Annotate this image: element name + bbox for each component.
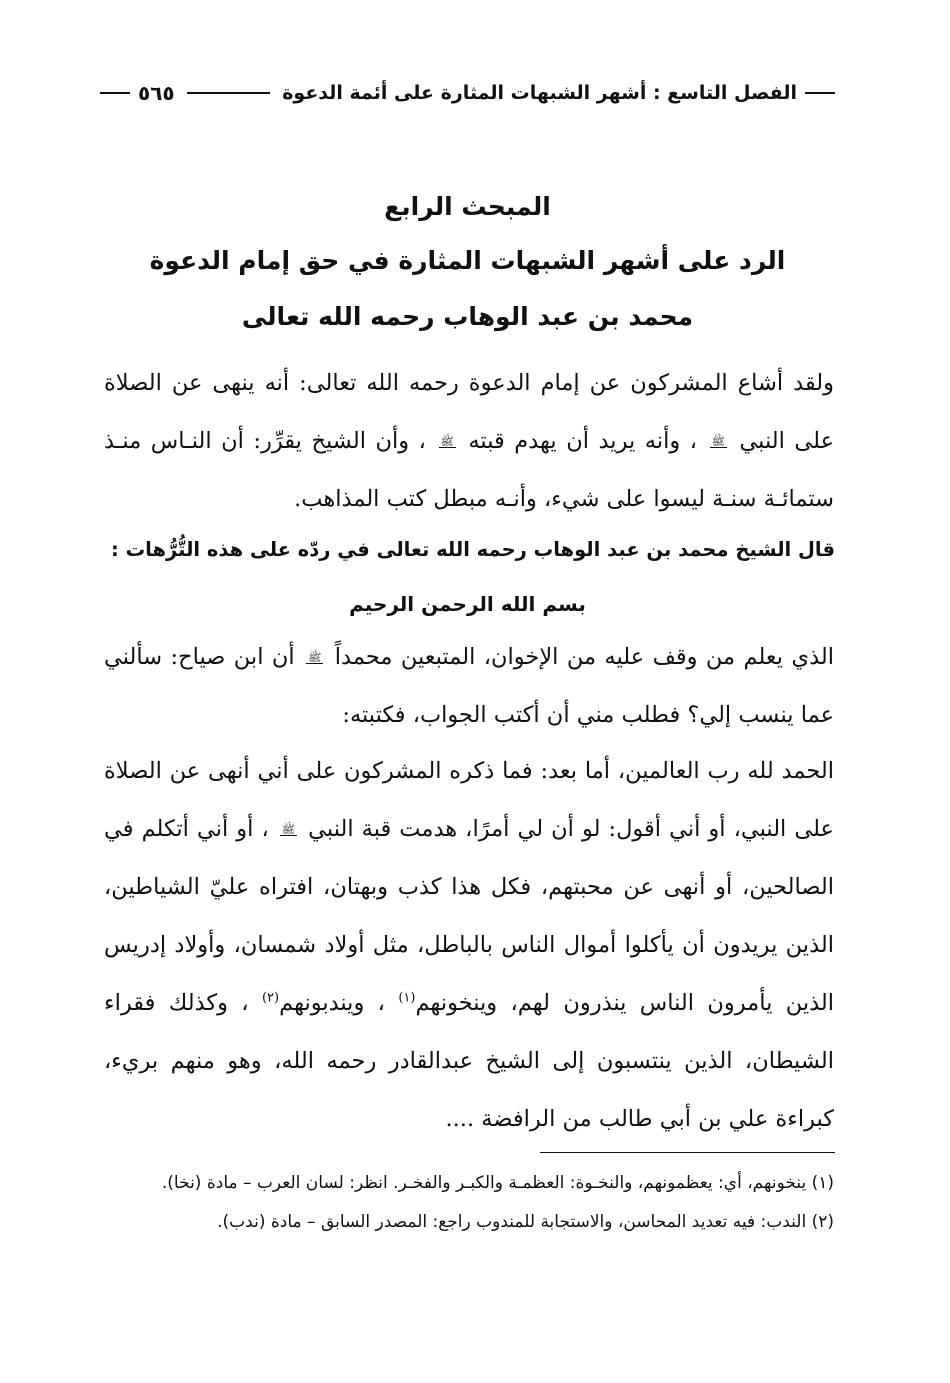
letter-paragraph-2	[104, 742, 862, 1148]
running-header-title: الفصل التاسع : أشهر الشبهات المثارة على أئمة الدعوة	[282, 82, 797, 104]
honorific-glyph: ﷺ	[711, 435, 725, 448]
intro-paragraph	[104, 354, 862, 528]
letter1-text-1: الذي يعلم من وقف عليه من الإخوان، المتبعين محمداً	[334, 644, 834, 670]
letter2-text-4: ، وكذلك فقراء الشيطان، الذين ينتسبون إلى الشيخ عبدالقادر رحمه الله، وهو منهم بريء، كبراءة علي بن أبي طالب من الرافضة ....	[104, 990, 834, 1132]
footnote-1: (١) ينخونهم، أي: يعظمونهم، والنخـوة: العظمـة والكبـر والفخـر. انظر: لسان العرب – مادة (نخا).	[161, 1173, 834, 1193]
honorific-glyph: ﷺ	[308, 651, 322, 664]
header-rule	[187, 92, 271, 94]
letter-paragraph-1	[104, 628, 862, 744]
section-heading: المبحث الرابع	[384, 192, 551, 221]
footnotes	[104, 1166, 834, 1244]
basmala: بسم الله الرحمن الرحيم	[349, 592, 586, 616]
intro-text-3: ، وأن الشيخ يقرِّر: أن النـاس منـذ ستمائـة سنـة ليسوا على شيء، وأنـه مبطل كتب المذاهب.	[104, 428, 834, 512]
intro-text-1: ولقد أشاع المشركون عن إمام الدعوة رحمه الله تعالى: أنه ينهى عن الصلاة على النبي	[104, 370, 835, 454]
footnote-ref-1[interactable]: (١)	[398, 990, 416, 1006]
honorific-glyph: ﷺ	[440, 435, 454, 448]
letter2-text-2: ، أو أني أتكلم في الصالحين، أو أنهى عن محبتهم، فكل هذا كذب وبهتان، افتراه عليّ الشياطين، الذين يريدون أن يأكلوا أموال الناس بالباطل، مثل أولاد شمسان، وأولاد إدريس الذين يأمرون الناس ينذرون لهم، وينخونهم	[104, 816, 835, 1016]
header-dash-right	[805, 92, 835, 94]
page-number: ٥٦٥	[138, 81, 175, 105]
footnote-ref-2[interactable]: (٢)	[261, 990, 280, 1006]
section-title-line2: محمد بن عبد الوهاب رحمه الله تعالى	[241, 302, 694, 331]
intro-text-2: ، وأنه يريد أن يهدم قبته	[468, 428, 698, 454]
header-dash-left	[100, 92, 130, 94]
section-title-line1: الرد على أشهر الشبهات المثارة في حق إمام الدعوة	[149, 246, 786, 275]
honorific-glyph: ﷺ	[281, 823, 296, 836]
footnote-2: (٢) الندب: فيه تعديد المحاسن، والاستجابة للمندوب راجع: المصدر السابق – مادة (ندب).	[217, 1212, 834, 1232]
quote-intro: قال الشيخ محمد بن عبد الوهاب رحمه الله تعالى في ردّه على هذه التُّرُّهات :	[110, 538, 835, 561]
running-header	[100, 78, 835, 108]
letter2-text-3: ، ويندبونهم	[279, 990, 385, 1016]
footnote-separator	[540, 1152, 835, 1153]
letter1-text-2: أن ابن صياح: سألني عما ينسب إلي؟ فطلب مني أن أكتب الجواب، فكتبته:	[104, 644, 834, 728]
letter2-text-1: الحمد لله رب العالمين، أما بعد: فما ذكره المشركون على أني أنهى عن الصلاة على النبي، أو أني أقول: لو أن لي أمرًا، هدمت قبة النبي	[104, 758, 834, 842]
